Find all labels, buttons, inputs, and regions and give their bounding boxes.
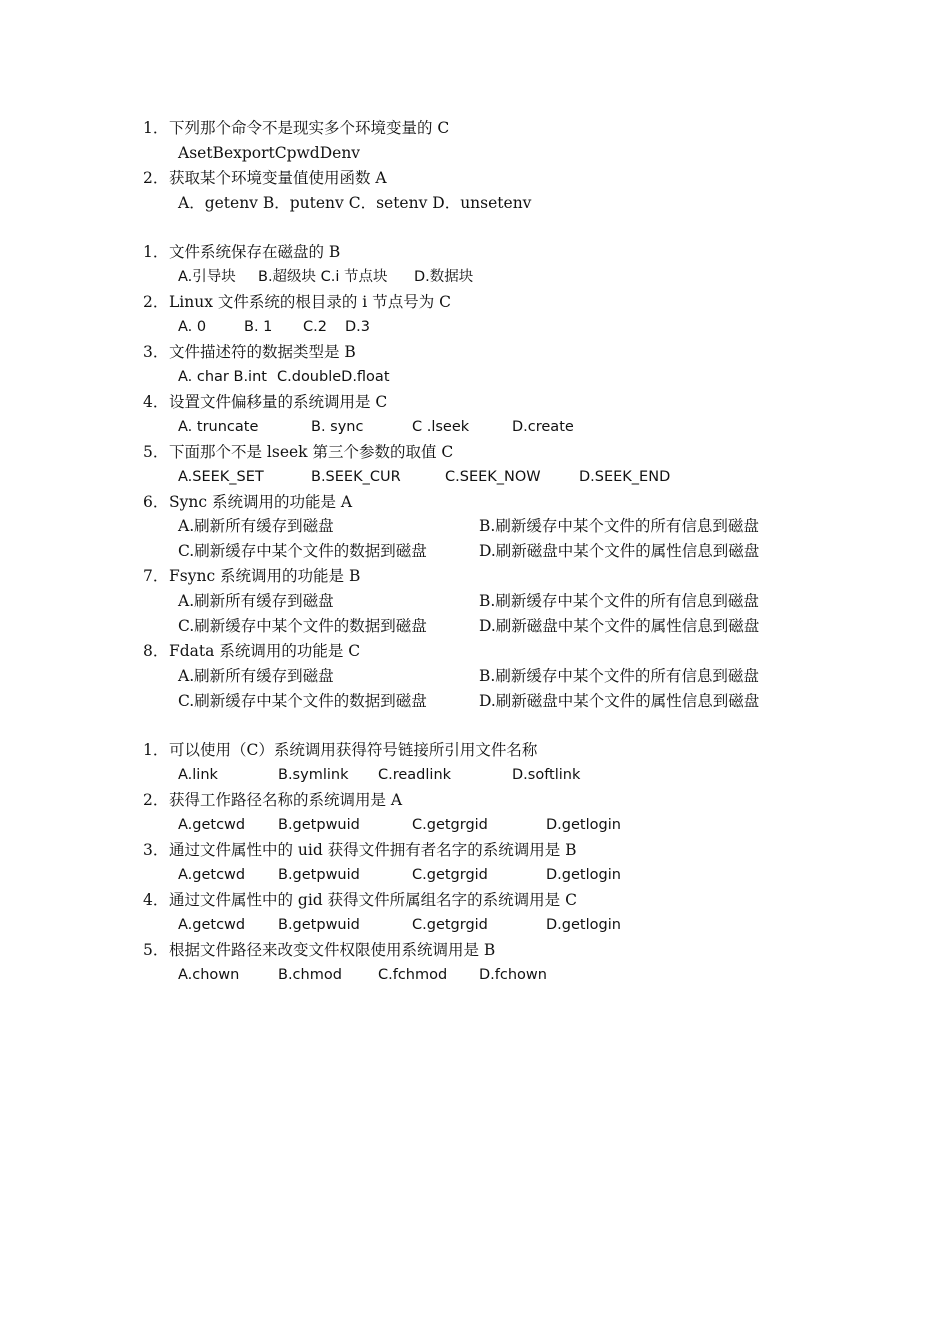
option-a: A. char B.int [178,369,267,385]
question-number: 7． [143,567,169,585]
option-a: A.link [178,767,218,783]
question-number: 2． [143,169,169,187]
option-b: B.symlink [278,767,349,783]
question-number: 1． [143,243,169,261]
question-item [143,292,451,312]
option-b: B.SEEK_CUR [311,469,401,485]
question-text: Fdata 系统调用的功能是 C [169,642,361,660]
question-number: 8． [143,642,169,660]
question-number: 4． [143,393,169,411]
question-number: 3． [143,343,169,361]
question-item [143,492,352,512]
question-item [143,890,577,910]
question-number: 6． [143,493,169,511]
question-item [143,840,577,860]
option-text: A．getenv B．putenv C．setenv D．unsetenv [178,194,532,212]
question-number: 5． [143,941,169,959]
option-a: A.getcwd [178,867,246,883]
option-b: B.刷新缓存中某个文件的所有信息到磁盘 [479,592,759,610]
option-d: D.刷新磁盘中某个文件的属性信息到磁盘 [479,617,760,635]
option-d: D.刷新磁盘中某个文件的属性信息到磁盘 [479,692,760,710]
option-d: D.刷新磁盘中某个文件的属性信息到磁盘 [479,542,760,560]
question-text: 可以使用（C）系统调用获得符号链接所引用文件名称 [169,741,538,759]
option-a: A.刷新所有缓存到磁盘 [178,592,334,610]
question-item [143,242,340,262]
option-a: A.getcwd [178,917,246,933]
question-text: 获取某个环境变量值使用函数 A [169,169,387,187]
option-c: C.getgrgid [412,867,488,883]
question-text: Sync 系统调用的功能是 A [169,493,353,511]
question-item [143,342,356,362]
option-b: B. sync [311,419,364,435]
option-a: A. 0 [178,319,207,335]
option-d: D.getlogin [546,817,621,833]
question-text: 文件系统保存在磁盘的 B [169,243,341,261]
question-text: 通过文件属性中的 uid 获得文件拥有者名字的系统调用是 B [169,841,577,859]
question-number: 3． [143,841,169,859]
question-item [143,566,360,586]
question-item [143,168,387,188]
question-item [143,790,402,810]
option-a: A. truncate [178,419,259,435]
option-c: C.SEEK_NOW [445,469,541,485]
option-d: D.SEEK_END [579,469,671,485]
option-c: C.刷新缓存中某个文件的数据到磁盘 [178,617,427,635]
question-number: 1． [143,119,169,137]
question-item [143,740,537,760]
option-d: D.getlogin [546,917,621,933]
question-item [143,118,449,138]
option-c: C.getgrgid [412,817,488,833]
option-a: A.chown [178,967,240,983]
question-item [143,442,453,462]
question-item [143,641,360,661]
question-number: 1． [143,741,169,759]
option-c: C.2 [303,319,327,335]
option-d: D.getlogin [546,867,621,883]
option-d: D.数据块 [414,269,474,285]
option-a: A.SEEK_SET [178,469,264,485]
option-c: C.readlink [378,767,452,783]
option-c: C .lseek [412,419,470,435]
option-b: B.getpwuid [278,867,360,883]
question-text: Linux 文件系统的根目录的 i 节点号为 C [169,293,451,311]
option-a: A.刷新所有缓存到磁盘 [178,667,334,685]
question-text: 文件描述符的数据类型是 B [169,343,356,361]
option-b: B.getpwuid [278,817,360,833]
option-c: C.doubleD.float [277,369,390,385]
option-a: A.刷新所有缓存到磁盘 [178,517,334,535]
option-a: A.getcwd [178,817,246,833]
question-text: 下列那个命令不是现实多个环境变量的 C [169,119,450,137]
option-b: B.刷新缓存中某个文件的所有信息到磁盘 [479,667,759,685]
option-c: C.getgrgid [412,917,488,933]
question-item [143,392,387,412]
question-text: 根据文件路径来改变文件权限使用系统调用是 B [169,941,496,959]
option-b: B.chmod [278,967,342,983]
option-b: B. 1 [244,319,273,335]
option-d: D.softlink [512,767,581,783]
option-b: B.刷新缓存中某个文件的所有信息到磁盘 [479,517,759,535]
option-c: C.刷新缓存中某个文件的数据到磁盘 [178,542,427,560]
question-number: 2． [143,293,169,311]
option-c: C.fchmod [378,967,448,983]
option-text: AsetBexportCpwdDenv [178,144,361,162]
question-text: 获得工作路径名称的系统调用是 A [169,791,403,809]
option-d: D.create [512,419,574,435]
question-text: 设置文件偏移量的系统调用是 C [169,393,388,411]
question-item [143,940,495,960]
option-c: C.刷新缓存中某个文件的数据到磁盘 [178,692,427,710]
question-number: 5． [143,443,169,461]
option-b: B.超级块 C.i 节点块 [258,269,388,285]
option-a: A.引导块 [178,269,236,285]
question-number: 2． [143,791,169,809]
option-d: D.3 [345,319,370,335]
option-b: B.getpwuid [278,917,360,933]
option-d: D.fchown [479,967,547,983]
question-text: 通过文件属性中的 gid 获得文件所属组名字的系统调用是 C [169,891,577,909]
question-number: 4． [143,891,169,909]
question-text: 下面那个不是 lseek 第三个参数的取值 C [169,443,454,461]
question-text: Fsync 系统调用的功能是 B [169,567,361,585]
